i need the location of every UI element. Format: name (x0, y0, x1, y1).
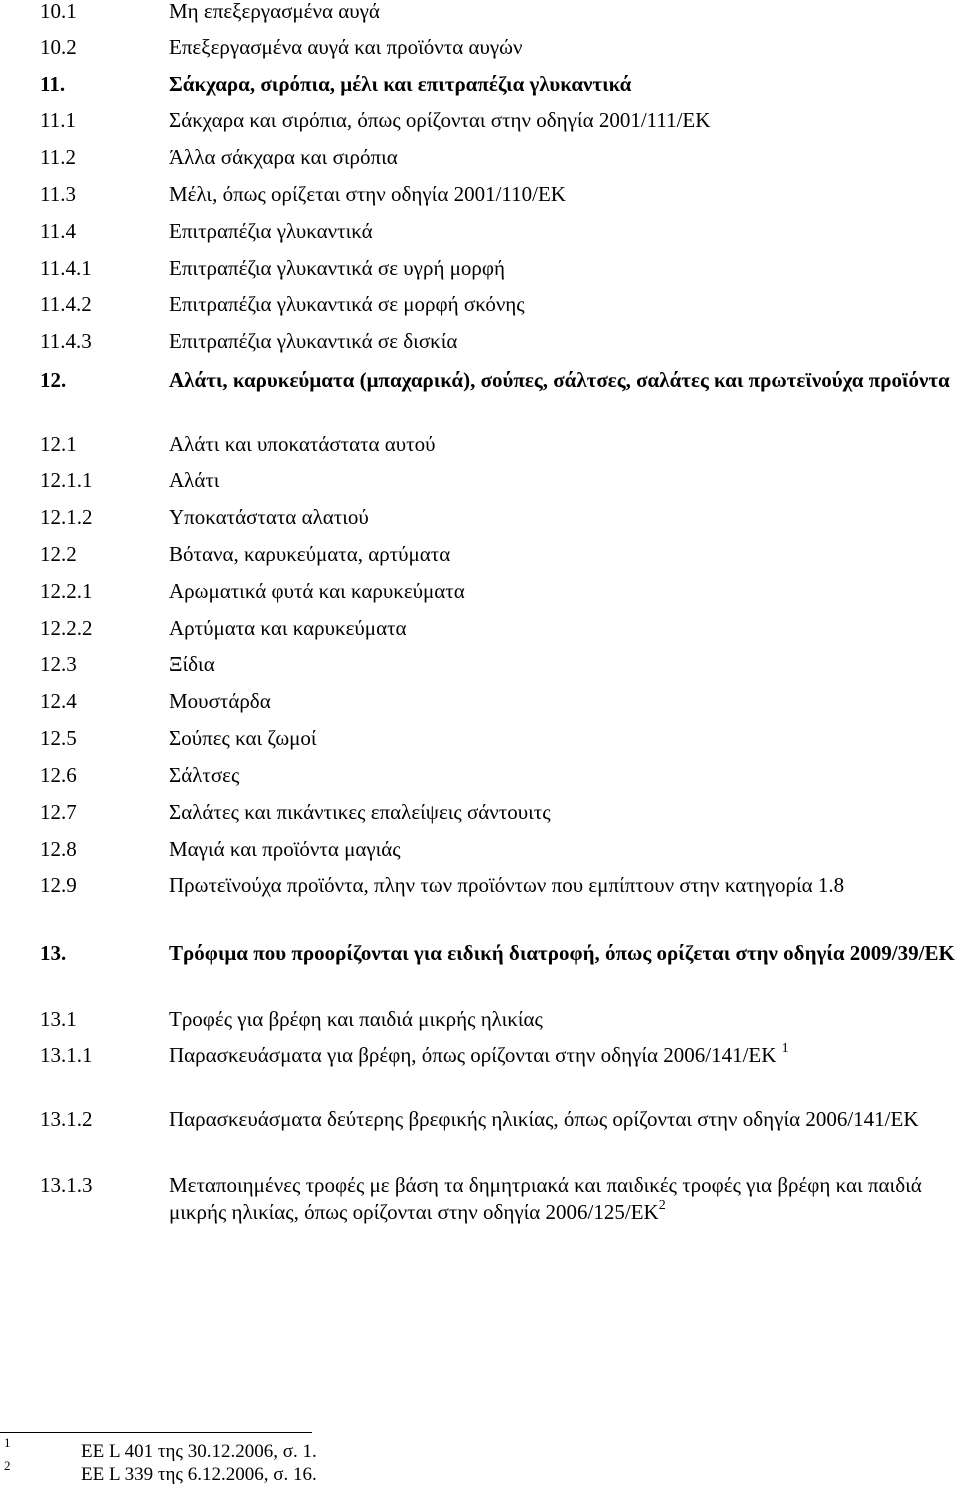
section-title: Αλάτι, καρυκεύματα (μπαχαρικά), σούπες, σάλτσες, σαλάτες και πρωτεϊνούχα προϊόντα (169, 368, 950, 392)
item-number: 11.4 (40, 219, 76, 243)
item-number: 12.2.2 (40, 616, 93, 640)
item-text-wrap (169, 1042, 960, 1069)
item-number: 12.1.1 (40, 468, 93, 492)
footnote-separator (0, 1432, 312, 1433)
item-number: 13.1.2 (40, 1107, 93, 1131)
item-text: Αρωματικά φυτά και καρυκεύματα (169, 579, 465, 603)
item-text: Άλλα σάκχαρα και σιρόπια (169, 145, 398, 169)
item-number: 12.6 (40, 763, 77, 787)
item-number: 12.9 (40, 873, 77, 897)
item-number: 12.4 (40, 689, 77, 713)
item-text: Μαγιά και προϊόντα μαγιάς (169, 837, 401, 861)
section-number: 12. (40, 368, 67, 392)
item-text: Σάκχαρα και σιρόπια, όπως ορίζονται στην οδηγία 2001/111/ΕΚ (169, 108, 711, 132)
item-text: Αλάτι (169, 468, 220, 492)
item-number: 11.1 (40, 108, 76, 132)
item-number: 13.1.3 (40, 1173, 93, 1197)
section-title: Σάκχαρα, σιρόπια, μέλι και επιτραπέζια γλυκαντικά (169, 72, 632, 96)
item-text: Σαλάτες και πικάντικες επαλείψεις σάντουιτς (169, 800, 551, 824)
item-text: Βότανα, καρυκεύματα, αρτύματα (169, 542, 451, 566)
item-text: Σούπες και ζωμοί (169, 726, 317, 750)
footnote-text: ΕΕ L 401 της 30.12.2006, σ. 1. (81, 1441, 317, 1462)
footnote-mark: 1 (4, 1435, 11, 1450)
item-number: 13.1.1 (40, 1043, 93, 1067)
section-title: Τρόφιμα που προορίζονται για ειδική διατροφή, όπως ορίζεται στην οδηγία 2009/39/ΕΚ (169, 941, 955, 965)
footnote-ref: 1 (781, 1041, 789, 1056)
footnote-mark: 2 (4, 1458, 11, 1473)
item-text: Ξίδια (169, 652, 215, 676)
item-text: Τροφές για βρέφη και παιδιά μικρής ηλικίας (169, 1007, 543, 1031)
item-text: Επιτραπέζια γλυκαντικά (169, 219, 373, 243)
item-number: 12.1 (40, 432, 77, 456)
item-text: Μη επεξεργασμένα αυγά (169, 0, 380, 23)
item-text: Πρωτεϊνούχα προϊόντα, πλην των προϊόντων που εμπίπτουν στην κατηγορία 1.8 (169, 873, 845, 897)
item-number: 11.3 (40, 182, 76, 206)
item-text: Σάλτσες (169, 763, 240, 787)
item-text: Παρασκευάσματα δεύτερης βρεφικής ηλικίας, όπως ορίζονται στην οδηγία 2006/141/ΕΚ (169, 1107, 919, 1131)
item-number: 11.4.3 (40, 329, 92, 353)
item-number: 12.5 (40, 726, 77, 750)
item-text: Υποκατάστατα αλατιού (169, 505, 369, 529)
item-number: 12.2 (40, 542, 77, 566)
item-text: Επιτραπέζια γλυκαντικά σε μορφή σκόνης (169, 292, 525, 316)
item-text: Αλάτι και υποκατάστατα αυτού (169, 432, 436, 456)
item-text: Παρασκευάσματα για βρέφη, όπως ορίζονται στην οδηγία 2006/141/ΕΚ (169, 1043, 777, 1067)
item-text: Μουστάρδα (169, 689, 271, 713)
footnote-ref: 2 (658, 1198, 666, 1213)
section-number: 11. (40, 72, 66, 96)
item-text: Αρτύματα και καρυκεύματα (169, 616, 407, 640)
item-number: 12.1.2 (40, 505, 93, 529)
item-text: Επιτραπέζια γλυκαντικά σε υγρή μορφή (169, 256, 506, 280)
item-text: Επεξεργασμένα αυγά και προϊόντα αυγών (169, 35, 523, 59)
item-number: 11.2 (40, 145, 76, 169)
item-number: 10.2 (40, 35, 77, 59)
item-number: 13.1 (40, 1007, 77, 1031)
item-text: Μεταποιημένες τροφές με βάση τα δημητριακά και παιδικές τροφές για βρέφη και παιδιά μικρής ηλικίας, όπως ορίζονται στην οδηγία 2006/125/ΕΚ (169, 1173, 922, 1224)
item-text: Μέλι, όπως ορίζεται στην οδηγία 2001/110/ΕΚ (169, 182, 566, 206)
item-text-wrap (169, 1172, 960, 1226)
item-number: 12.3 (40, 652, 77, 676)
item-number: 11.4.2 (40, 292, 92, 316)
item-number: 12.2.1 (40, 579, 93, 603)
item-number: 12.7 (40, 800, 77, 824)
section-number: 13. (40, 941, 67, 965)
item-number: 12.8 (40, 837, 77, 861)
item-number: 11.4.1 (40, 256, 92, 280)
item-number: 10.1 (40, 0, 77, 23)
footnote-text: ΕΕ L 339 της 6.12.2006, σ. 16. (81, 1464, 317, 1485)
item-text: Επιτραπέζια γλυκαντικά σε δισκία (169, 329, 458, 353)
